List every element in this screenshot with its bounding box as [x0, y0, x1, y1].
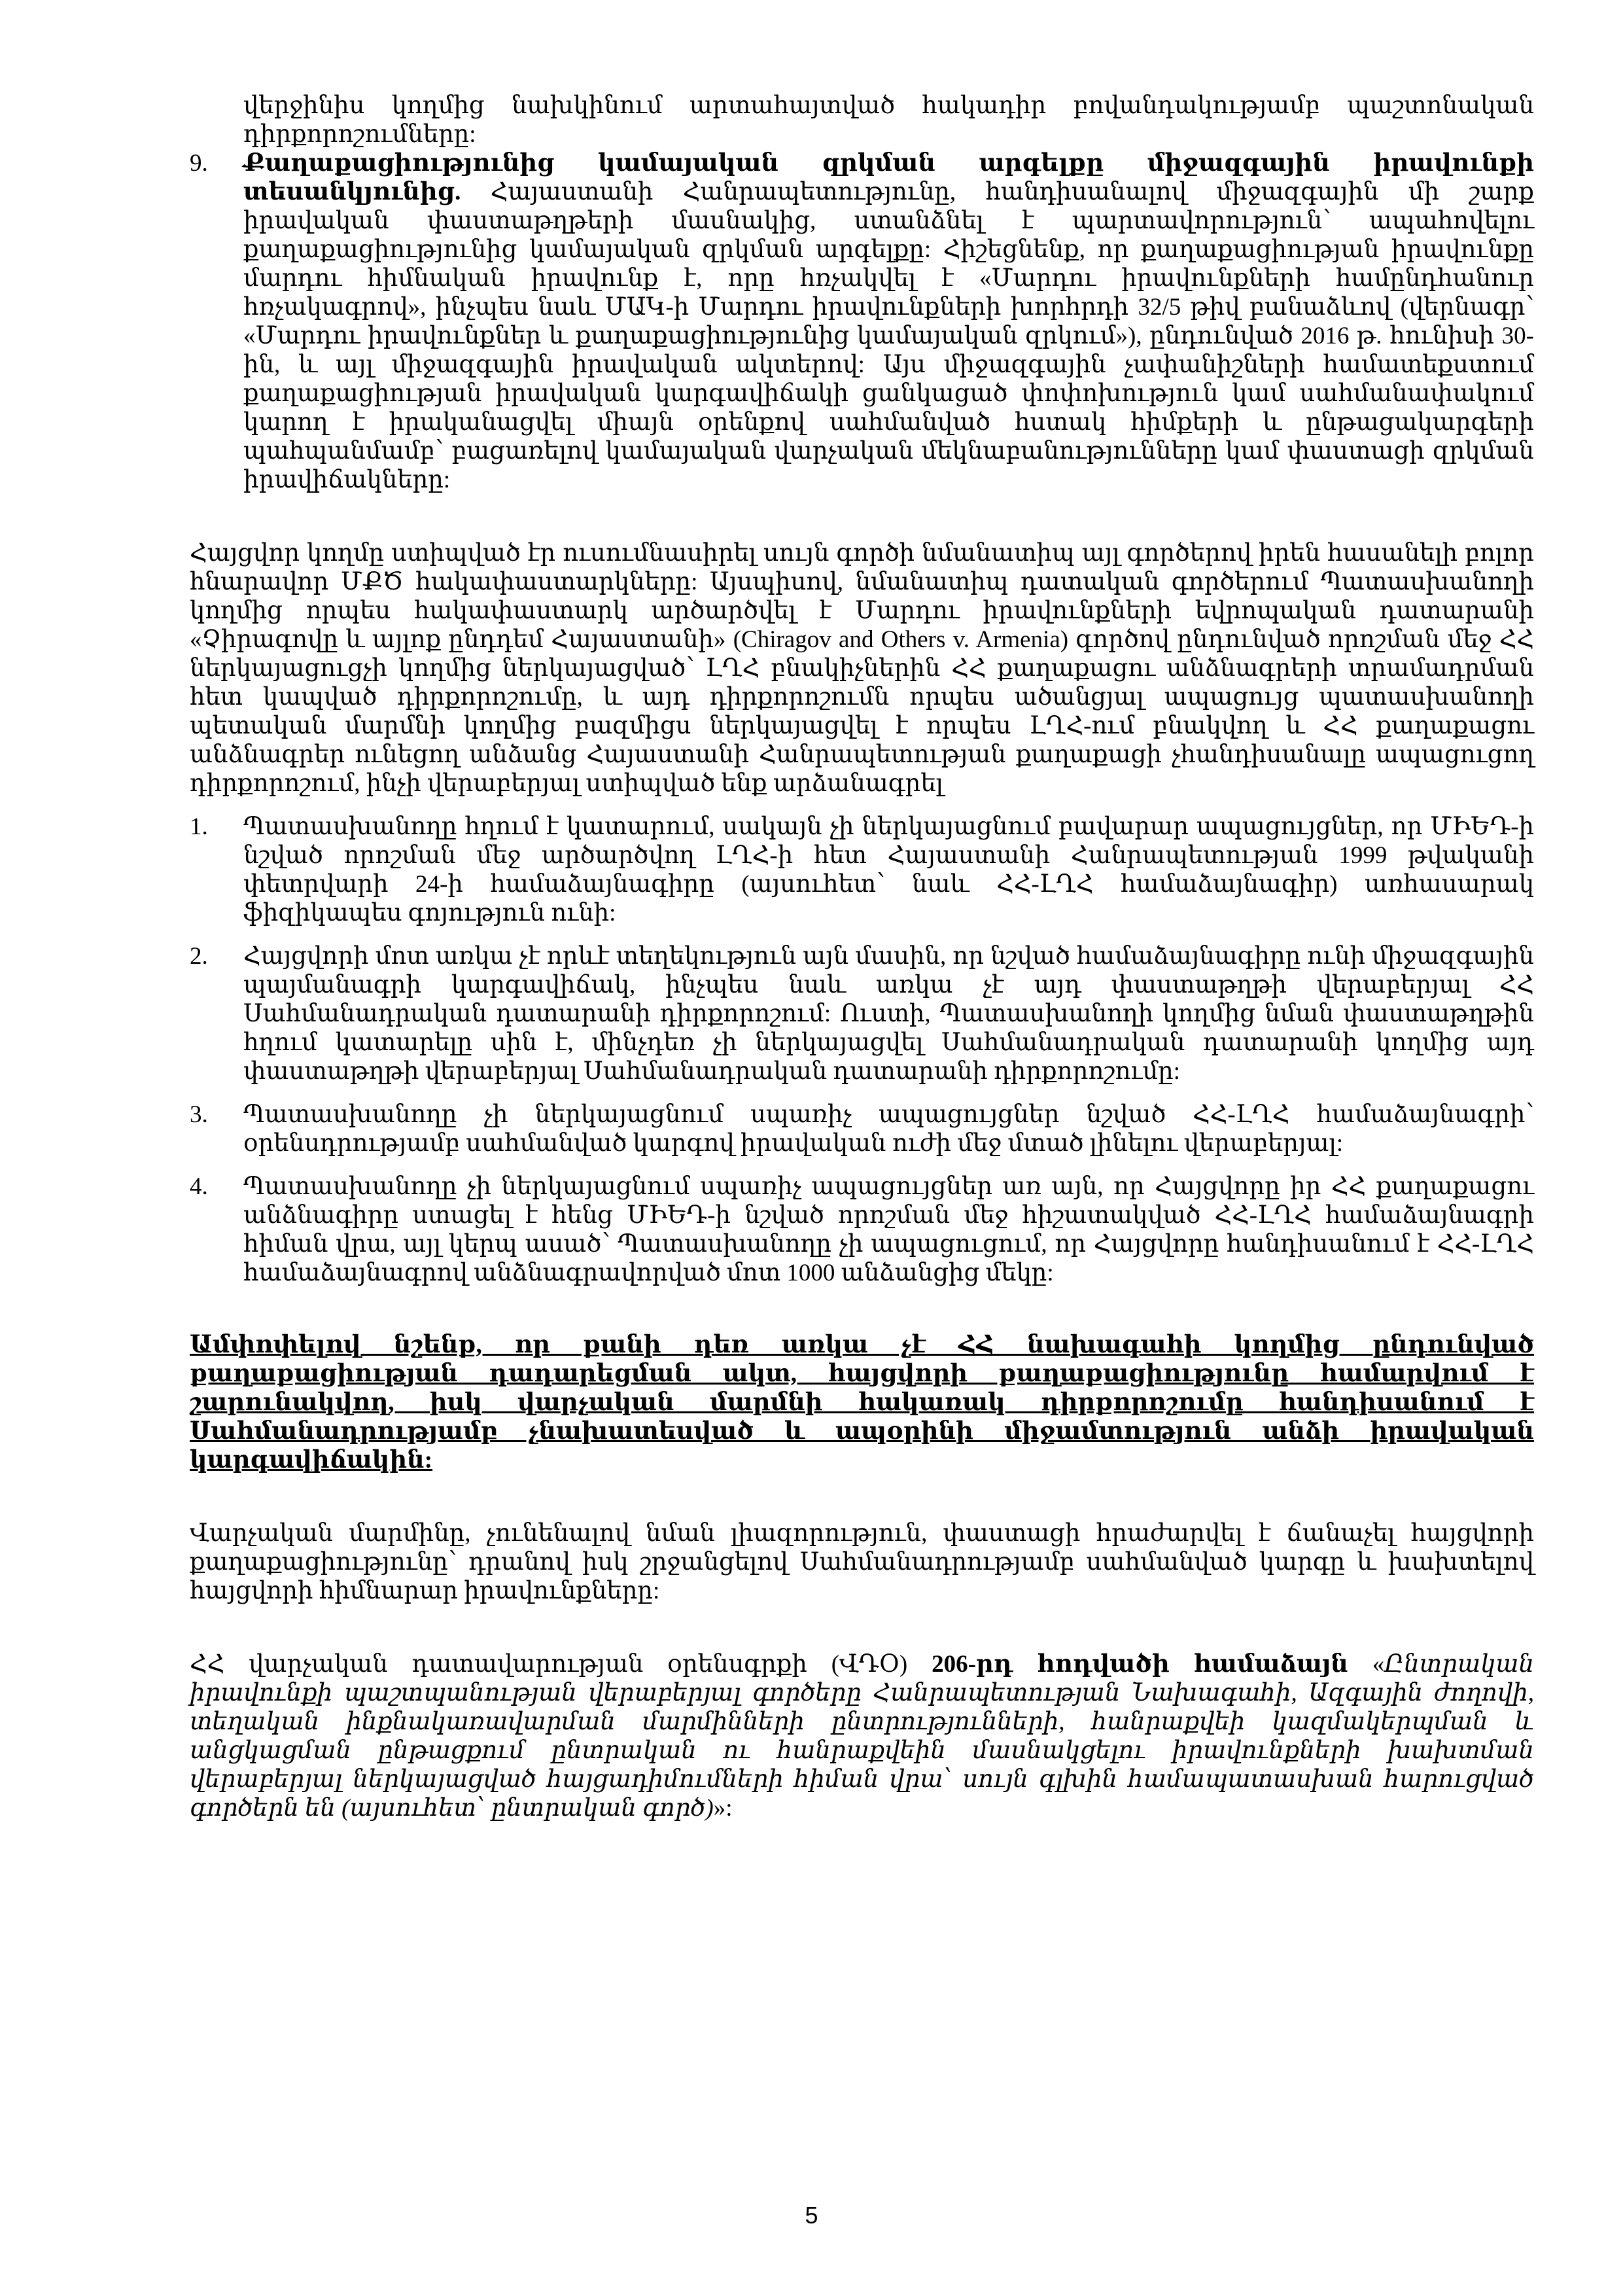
list-item [190, 1101, 1534, 1158]
list-text: Հայցվորի մոտ առկա չէ որևէ տեղեկություն այն մասին, որ նշված համաձայնագիրը ունի միջազգային պայմանագրի կարգավիճակ, ինչպես նաև առկա չէ այդ փաստաթղթի վերաբերյալ ՀՀ Սահմանադրական դատարանի դիրքորոշում: Ուստի, Պատասխանողի կողմից նման փաստաթղթին հղում կատարելը սին է, մինչդեռ չի ներկայացվել Սահմանադրական դատարանի կողմից այդ փաստաթղթի վերաբերյալ Սահմանադրական դատարանի դիրքորոշումը: [243, 943, 1534, 1085]
article-reference: 206-րդ հոդվածի համաձայն [932, 1651, 1348, 1678]
list-number: 4. [190, 1173, 208, 1200]
list-item [190, 942, 1534, 1086]
item-text: Հայաստանի Հանրապետությունը, հանդիսանալով միջազգային մի շարք իրավական փաստաթղթերի մասնակից, ստանձնել է պարտավորություն՝ ապահովելու քաղաքացիությունից կամայական զրկման արգելքը: Հիշեցնենք, որ քաղաքացիության իրավունքը մարդու հիմնական իրավունք է, որը հռչակվել է «Մարդու իրավունքների համընդհանուր հռչակագրով», ինչպես նաև ՄԱԿ-ի Մարդու իրավունքների խորհրդի 32/5 թիվ բանաձևով (վերնագր՝ «Մարդու իրավունքներ և քաղաքացիությունից կամայական զրկում»), ընդունված 2016 թ. հունիսի 30-ին, և այլ միջազգային իրավական ակտերով: Այս միջազգային չափանիշների համատեքստում քաղաքացիության իրավական կարգավիճակի ցանկացած փոփոխություն կամ սահմանափակում կարող է իրականացվել միայն օրենքով սահմանված հստակ հիմքերի և ընթացակարգերի պահպանմամբ՝ բացառելով կամայական վարչական մեկնաբանությունները կամ փաստացի զրկման իրավիճակները: [243, 179, 1534, 493]
document-page [190, 92, 1534, 1823]
article-quote: Ընտրական իրավունքի պաշտպանության վերաբերյալ գործերը Հանրապետության Նախագահի, Ազգային ժողովի, տեղական ինքնակառավարման մարմինների ընտրությունների, հանրաքվեի կազմակերպման և անցկացման ընթացքում ընտրական ու հանրաքվեին մասնակցելու իրավունքների խախտման վերաբերյալ ներկայացված հայցադիմումների հիման վրա՝ սույն գլխին համապատասխան հարուցված գործերն են (այսուհետ՝ ընտրական գործ) [190, 1651, 1535, 1822]
list-number: 1. [190, 813, 208, 840]
list-text: Պատասխանողը հղում է կատարում, սակայն չի ներկայացնում բավարար ապացույցներ, որ ՄԻԵԴ-ի նշված որոշման մեջ արծարծվող ԼՂՀ-ի հետ Հայաստանի Հանրապետության 1999 թվականի փետրվարի 24-ի համաձայնագիրը (այսուհետ՝ նաև ՀՀ-ԼՂՀ համաձայնագիր) առհասարակ ֆիզիկապես գոյություն ունի: [243, 813, 1534, 927]
list-number: 3. [190, 1101, 208, 1128]
list-text: Պատասխանողը չի ներկայացնում սպառիչ ապացույցներ նշված ՀՀ-ԼՂՀ համաձայնագրի՝ օրենսդրությամբ սահմանված կարգով իրավական ուժի մեջ մտած լինելու վերաբերյալ: [243, 1101, 1534, 1157]
article-lead: ՀՀ վարչական դատավարության օրենսգրքի (ՎԴՕ) [190, 1651, 932, 1678]
item-title: Քաղաքացիությունից կամայական զրկման արգելքը միջազգային իրավունքի տեսանկյունից. [243, 150, 1534, 205]
paragraph-counterarguments: Հայցվոր կողմը ստիպված էր ուսումնասիրել սույն գործի նմանատիպ այլ գործերով իրեն հասանելի բոլոր հնարավոր ՄՔԾ հակափաստարկները: Այսպիսով, նմանատիպ դատական գործերում Պատասխանողի կողմից որպես հակափաստարկ արծարծվել է Մարդու իրավունքների եվրոպական դատարանի «Չիրագովը և այլոք ընդդեմ Հայաստանի» (Chiragov and Others v. Armenia) գործով ընդունված որոշման մեջ ՀՀ ներկայացուցչի կողմից ներկայացված՝ ԼՂՀ բնակիչներին ՀՀ քաղաքացու անձնագրերի տրամադրման հետ կապված դիրքորոշումը, և այդ դիրքորոշումն որպես ածանցյալ ապացույց պատասխանողի պետական մարմնի կողմից բազմիցս ներկայացվել է որպես ԼՂՀ-ում բնակվող և ՀՀ քաղաքացու անձնագրեր ունեցող անձանց Հայաստանի Հանրապետության քաղաքացի չհանդիսանալը ապացուցող դիրքորոշում, ինչի վերաբերյալ ստիպված ենք արձանագրել [190, 540, 1534, 797]
list-item [190, 813, 1534, 928]
page-number: 5 [805, 2202, 818, 2229]
list-number: 2. [190, 943, 208, 970]
item-number: 9. [190, 150, 208, 177]
quote-open: « [1348, 1651, 1385, 1678]
quote-close: »: [713, 1795, 733, 1822]
continuation-text: վերջինիս կողմից նախկինում արտահայտված հակադիր բովանդակությամբ պաշտոնական դիրքորոշումները: [243, 92, 1534, 148]
numbered-item-9 [190, 149, 1534, 495]
list-item [190, 1173, 1534, 1288]
summary-paragraph: Ամփոփելով նշենք, որ քանի դեռ առկա չէ ՀՀ նախագահի կողմից ընդունված քաղաքացիության դադարեցման ակտ, հայցվորի քաղաքացիությունը համարվում է շարունակվող, իսկ վարչական մարմնի հակառակ դիրքորոշումը հանդիսանում է Սահմանադրությամբ չնախատեսված և ապօրինի միջամտություն անձի իրավական կարգավիճակին: [190, 1332, 1534, 1474]
list-text: Պատասխանողը չի ներկայացնում սպառիչ ապացույցներ առ այն, որ Հայցվորը իր ՀՀ քաղաքացու անձնագիրը ստացել է հենց ՄԻԵԴ-ի նշված որոշման մեջ հիշատակված ՀՀ-ԼՂՀ համաձայնագրի հիման վրա, այլ կերպ ասած՝ Պատասխանողը չի ապացուցում, որ Հայցվորը հանդիսանում է ՀՀ-ԼՂՀ համաձայնագրով անձնագրավորված մոտ 1000 անձանցից մեկը: [243, 1173, 1534, 1286]
paragraph-code-article [190, 1650, 1534, 1823]
paragraph-administrative-body: Վարչական մարմինը, չունենալով նման լիազորություն, փաստացի հրաժարվել է ճանաչել հայցվորի քաղաքացիությունը՝ դրանով իսկ շրջանցելով Սահմանադրությամբ սահմանված կարգը և խախտելով հայցվորի հիմնարար իրավունքները: [190, 1520, 1534, 1604]
